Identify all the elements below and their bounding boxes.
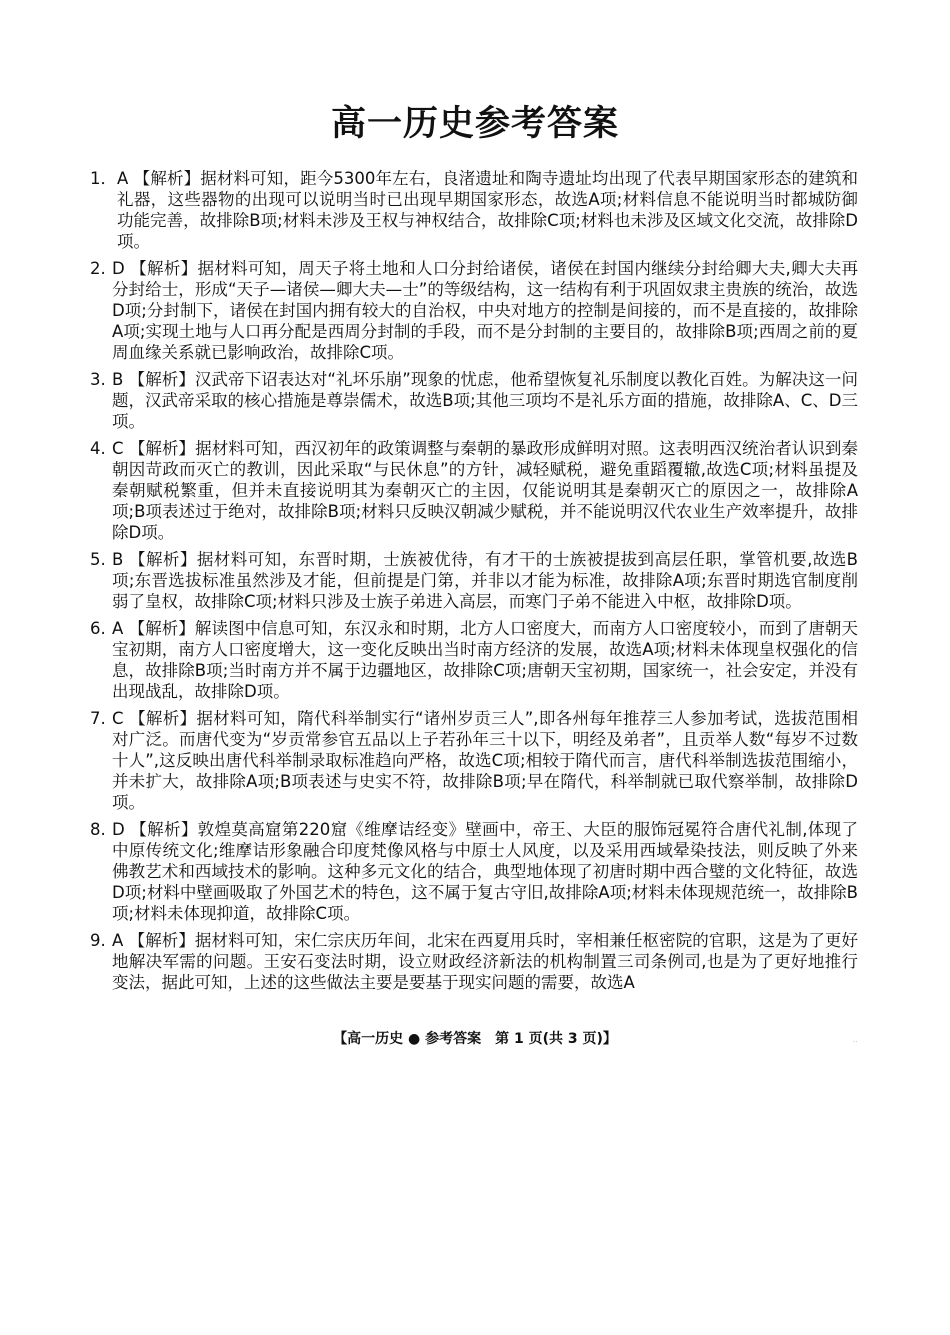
answer-text: A 【解析】解读图中信息可知，东汉永和时期，北方人口密度大，而南方人口密度较小，而到了唐朝天宝初期，南方人口密度增大，这一变化反映出当时南方经济的发展，故选A项;材料未体现皇权强化的信息，故排除B项;当时南方并不属于边疆地区，故排除C项;唐朝天宝初期，国家统一，社会安定，并没有出现战乱，故排除D项。 xyxy=(112,619,858,701)
answer-number: 2. xyxy=(90,259,106,278)
page-footer: 【高一历史 ● 参考答案 第 1 页(共 3 页)】 xyxy=(333,1031,617,1047)
corner-mark: ·· xyxy=(853,1038,858,1046)
page-title: 高一历史参考答案 xyxy=(330,104,619,144)
answer-number: 6. xyxy=(90,619,106,638)
answer-text: C 【解析】据材料可知，隋代科举制实行“诸州岁贡三人”,即各州每年推荐三人参加考试，选拔范围相对广泛。而唐代变为“岁贡常参官五品以上子若孙年三十以下，明经及弟者”，且贡举人数“每岁不过数十人”,这反映出唐代科举制录取标准趋向严格，故选C项;相较于隋代而言，唐代科举制选拔范围缩小，并未扩大，故排除A项;B项表述与史实不符，故排除B项;早在隋代，科举制就已取代察举制，故排除D项。 xyxy=(112,709,858,812)
answer-list xyxy=(90,168,858,999)
answer-item xyxy=(90,549,858,612)
answer-text: C 【解析】据材料可知，西汉初年的政策调整与秦朝的暴政形成鲜明对照。这表明西汉统治者认识到秦朝因苛政而灭亡的教训，因此采取“与民休息”的方针，减轻赋税，避免重蹈覆辙,故选C项;材料虽提及秦朝赋税繁重，但并未直接说明其为秦朝灭亡的主因，仅能说明其是秦朝灭亡的原因之一，故排除A项;B项表述过于绝对，故排除B项;材料只反映汉朝减少赋税，并不能说明汉代农业生产效率提升，故排除D项。 xyxy=(112,439,858,542)
answer-number: 7. xyxy=(90,709,106,728)
answer-text: A 【解析】据材料可知，宋仁宗庆历年间，北宋在西夏用兵时，宰相兼任枢密院的官职，这是为了更好地解决军需的问题。王安石变法时期，设立财政经济新法的机构制置三司条例司,也是为了更好地推行变法，据此可知，上述的这些做法主要是要基于现实问题的需要，故选A xyxy=(112,931,858,992)
answer-text: D 【解析】敦煌莫高窟第220窟《维摩诘经变》壁画中，帝王、大臣的服饰冠冕符合唐代礼制,体现了中原传统文化;维摩诘形象融合印度梵像风格与中原士人风度，以及采用西域晕染技法，则反映了外来佛教艺术和西域技术的影响。这种多元文化的结合，典型地体现了初唐时期中西合璧的文化特征，故选D项;材料中壁画吸取了外国艺术的特色，这不属于复古守旧,故排除A项;材料未体现规范统一，故排除B项;材料未体现抑道，故排除C项。 xyxy=(112,820,858,923)
answer-item xyxy=(90,618,858,702)
answer-item xyxy=(90,819,858,924)
answer-item xyxy=(90,168,858,252)
answer-item xyxy=(90,930,858,993)
answer-item xyxy=(90,438,858,543)
answer-text: B 【解析】据材料可知，东晋时期，士族被优待，有才干的士族被提拔到高层任职，掌管机要,故选B项;东晋选拔标准虽然涉及才能，但前提是门第，并非以才能为标准，故排除A项;东晋时期选官制度削弱了皇权，故排除C项;材料只涉及士族子弟进入高层，而寒门子弟不能进入中枢，故排除D项。 xyxy=(112,550,858,611)
answer-item xyxy=(90,369,858,432)
answer-number: 3. xyxy=(90,370,106,389)
answer-number: 8. xyxy=(90,820,106,839)
answer-number: 9. xyxy=(90,931,106,950)
answer-text: D 【解析】据材料可知，周天子将土地和人口分封给诸侯，诸侯在封国内继续分封给卿大夫,卿大夫再分封给士，形成“天子—诸侯—卿大夫—士”的等级结构，这一结构有利于巩固奴隶主贵族的统治，故选D项;分封制下，诸侯在封国内拥有较大的自治权，中央对地方的控制是间接的，而不是直接的，故排除A项;实现土地与人口再分配是西周分封制的手段，而不是分封制的主要目的，故排除B项;西周之前的夏周血缘关系就已影响政治，故排除C项。 xyxy=(112,259,858,362)
answer-item xyxy=(90,258,858,363)
answer-number: 4. xyxy=(90,439,106,458)
answer-number: 5. xyxy=(90,550,106,569)
answer-text: A 【解析】据材料可知，距今5300年左右，良渚遗址和陶寺遗址均出现了代表早期国家形态的建筑和礼器，这些器物的出现可以说明当时已出现早期国家形态，故选A项;材料信息不能说明当时都城防御功能完善，故排除B项;材料未涉及王权与神权结合，故排除C项;材料也未涉及区域文化交流，故排除D项。 xyxy=(117,169,858,251)
answer-text: B 【解析】汉武帝下诏表达对“礼坏乐崩”现象的忧虑，他希望恢复礼乐制度以教化百姓。为解决这一问题，汉武帝采取的核心措施是尊崇儒术，故选B项;其他三项均不是礼乐方面的措施，故排除A、C、D三项。 xyxy=(112,370,858,431)
answer-item xyxy=(90,708,858,813)
answer-number: 1． xyxy=(90,169,117,188)
